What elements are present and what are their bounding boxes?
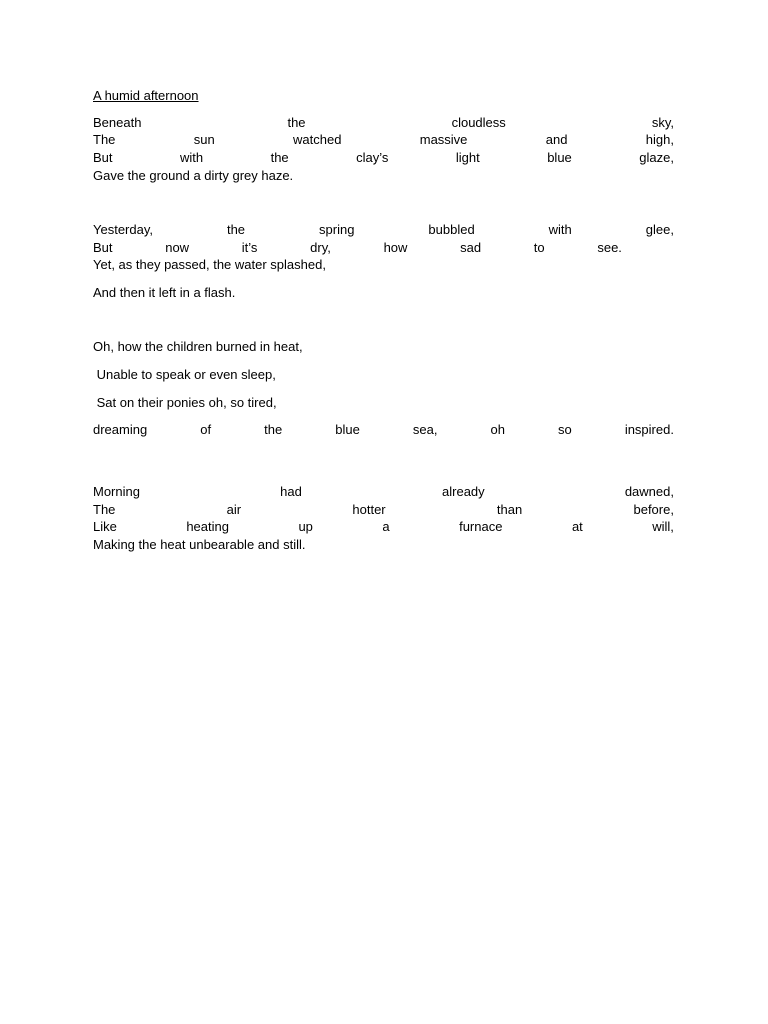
poem-word: Like — [93, 519, 117, 534]
poem-title: A humid afternoon — [93, 88, 199, 103]
poem-word: at — [571, 519, 583, 534]
poem-word: blue — [335, 422, 360, 437]
poem-word: furnace — [459, 519, 503, 534]
poem-word: the — [287, 115, 306, 130]
poem-word: high, — [645, 132, 674, 147]
poem-word: the — [270, 150, 289, 165]
poem-line — [93, 149, 674, 167]
poem-word: But — [93, 150, 113, 165]
poem-word: dawned, — [624, 484, 674, 499]
poem-line: Unable to speak or even sleep, — [93, 367, 276, 382]
poem-word: now — [165, 240, 190, 255]
poem-line — [93, 421, 674, 439]
poem-line: Yet, as they passed, the water splashed, — [93, 257, 326, 272]
poem-word: sky, — [651, 115, 674, 130]
poem-word: spring — [319, 222, 355, 237]
poem-line — [93, 131, 674, 149]
poem-word: a — [382, 519, 390, 534]
poem-word: dreaming — [93, 422, 148, 437]
poem-word: inspired. — [624, 422, 674, 437]
poem-word: massive — [419, 132, 468, 147]
poem-line — [93, 239, 622, 257]
poem-word: sun — [193, 132, 215, 147]
poem-word: Morning — [93, 484, 140, 499]
poem-line: Making the heat unbearable and still. — [93, 537, 306, 552]
poem-word: how — [383, 240, 408, 255]
poem-word: The — [93, 132, 116, 147]
poem-word: with — [179, 150, 204, 165]
poem-line — [93, 221, 674, 239]
poem-word: hotter — [352, 502, 386, 517]
poem-word: glaze, — [639, 150, 674, 165]
poem-word: Beneath — [93, 115, 142, 130]
poem-word: light — [455, 150, 480, 165]
poem-word: watched — [293, 132, 342, 147]
poem-line: And then it left in a flash. — [93, 285, 236, 300]
poem-word: than — [496, 502, 523, 517]
poem-word: The — [93, 502, 116, 517]
poem-word: the — [264, 422, 283, 437]
poem-word: bubbled — [428, 222, 475, 237]
poem-word: clay’s — [356, 150, 389, 165]
poem-word: see. — [597, 240, 622, 255]
poem-word: Yesterday, — [93, 222, 153, 237]
poem-line: Gave the ground a dirty grey haze. — [93, 168, 294, 183]
poem-word: But — [93, 240, 113, 255]
poem-word: dry, — [310, 240, 331, 255]
poem-word: will, — [652, 519, 674, 534]
poem-line: Oh, how the children burned in heat, — [93, 339, 303, 354]
poem-word: before, — [633, 502, 674, 517]
poem-word: with — [548, 222, 572, 237]
poem-word: sea, — [412, 422, 438, 437]
poem-word: heating — [186, 519, 229, 534]
poem-word: and — [545, 132, 568, 147]
poem-word: already — [442, 484, 485, 499]
poem-word: of — [200, 422, 212, 437]
poem-word: up — [298, 519, 313, 534]
poem-word: the — [226, 222, 246, 237]
poem-word: glee, — [645, 222, 674, 237]
poem-line — [93, 518, 674, 536]
poem-word: so — [558, 422, 572, 437]
poem-word: sad — [460, 240, 482, 255]
poem-word: had — [280, 484, 302, 499]
poem-word: cloudless — [451, 115, 506, 130]
poem-line — [93, 114, 674, 132]
poem-line — [93, 483, 674, 501]
poem-word: oh — [490, 422, 505, 437]
poem-word: blue — [547, 150, 572, 165]
poem-word: it’s — [241, 240, 258, 255]
poem-line: Sat on their ponies oh, so tired, — [93, 395, 277, 410]
poem-line — [93, 501, 674, 519]
poem-word: air — [226, 502, 242, 517]
poem-word: to — [533, 240, 545, 255]
